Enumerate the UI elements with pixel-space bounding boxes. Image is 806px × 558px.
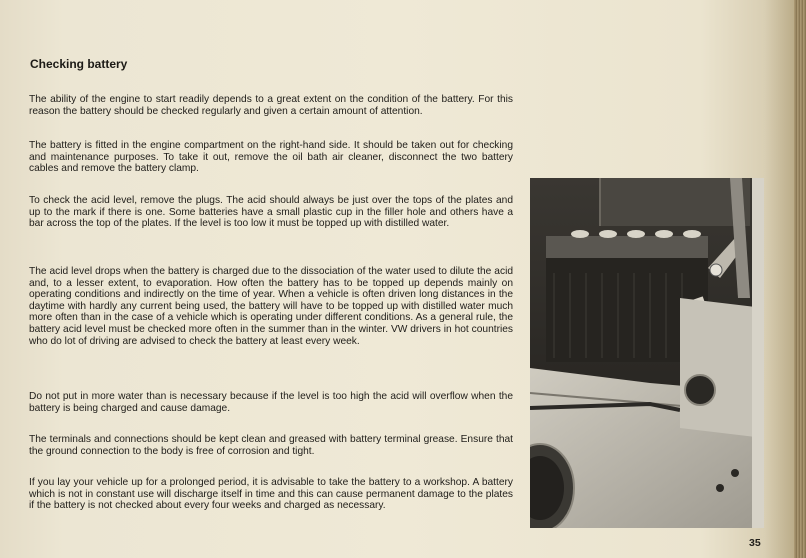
page-number: 35 bbox=[749, 537, 761, 549]
paragraph-acid-level-drop: The acid level drops when the battery is charged due to the dissociation of the water used to dilute the acid and, to a lesser extent, to evaporation. How often the battery has to be topped up depends mainly on operating conditions and indirectly on the time of year. When a vehicle is often driven long distances in the daytime with hardly any current being used, the battery will have to be topped up with distilled water much more often than in the case of a vehicle which is operating under different conditions. As a general rule, the battery acid level must be checked more often in the summer than in the winter. VW drivers in hot countries who do lot of driving are advised to check the battery at least every week. bbox=[29, 266, 513, 347]
battery-illustration bbox=[530, 178, 764, 528]
paragraph-acid-level-check: To check the acid level, remove the plugs. The acid should always be just over the tops of the plates and up to the mark if there is one. Some batteries have a small plastic cup in the filler hole and others have a bar across the top of the plates. If the level is too low it must be topped up with distilled water. bbox=[29, 195, 513, 230]
paragraph-battery-location: The battery is fitted in the engine compartment on the right-hand side. It should be taken out for checking and maintenance purposes. To take it out, remove the oil bath air cleaner, disconnect the two battery cables and remove the battery clamp. bbox=[29, 140, 513, 175]
paragraph-lay-up: If you lay your vehicle up for a prolonged period, it is advisable to take the battery to a workshop. A battery which is not in constant use will discharge itself in time and this can cause permanent damage to the plates if the battery is not checked about every four weeks and charged as necessary. bbox=[29, 477, 513, 512]
page-edge bbox=[794, 0, 806, 558]
section-heading: Checking battery bbox=[30, 57, 128, 71]
paragraph-overfill-warning: Do not put in more water than is necessary because if the level is too high the acid will overflow when the battery is being charged and cause damage. bbox=[29, 391, 513, 414]
paragraph-engine-start: The ability of the engine to start readily depends to a great extent on the condition of the battery. For this reason the battery should be checked regularly and given a certain amount of attention. bbox=[29, 94, 513, 117]
battery-photo bbox=[530, 178, 764, 528]
paragraph-terminals: The terminals and connections should be kept clean and greased with battery terminal grease. Ensure that the ground connection to the body is free of corrosion and tight. bbox=[29, 434, 513, 457]
